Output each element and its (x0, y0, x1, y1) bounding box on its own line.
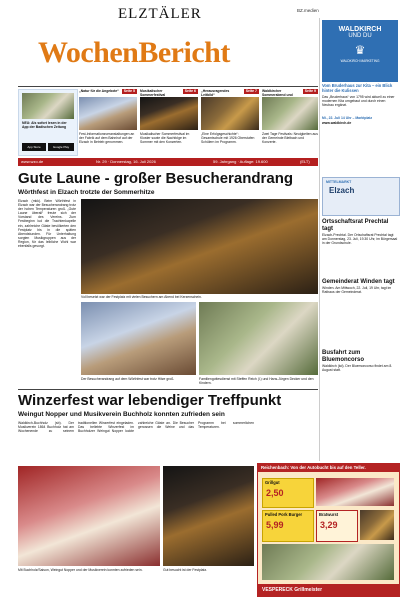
issue-number: Nr. 29 · Donnerstag, 16. Juli 2026 (96, 159, 156, 164)
elzach-label: MITTELMARKT (326, 180, 352, 184)
issue-code: (ELT) (300, 159, 310, 164)
sidebar-article-1-title: Ortsschaftsrat Prechtal tagt (322, 219, 389, 232)
sidebar-promo-body: Das „Bruderhaus“ von 1795 wird aktuell zu einer modernen Kita umgebaut und durch einen Neubau ergänzt. (322, 95, 395, 108)
teaser-3-title: „Herausragendes Leitbild“ (201, 89, 230, 98)
waldkirch-ad[interactable] (322, 20, 398, 82)
ad-photo-3 (262, 544, 394, 580)
lead-photo-main (81, 199, 318, 294)
waldkirch-logo-icon: ♛ (354, 43, 366, 57)
teaser-2-caption: Musikalischer Sommerfestival im Kloster sowie die Nachfolge im Sommer mit den Konzerten. (140, 132, 190, 145)
elzach-box (322, 177, 400, 216)
wine-caption-2: Gut besucht ist der Festplatz. (163, 568, 208, 572)
teaser-4[interactable] (262, 89, 318, 154)
wine-caption-1: Mit Buchholz/Saison, Weingut Nopper und der Musikverein konnten zufrieden sein. (18, 568, 143, 572)
lead-caption-1: Voll besetzt war der Festplatz mit vielen Besuchern am Abend bei Kerzenschein. (81, 295, 202, 299)
teaser-2-tag: Seite 6 (184, 89, 196, 93)
lead-photo-3 (199, 302, 318, 375)
lead-caption-2: Der Besucherandrang auf dem Wörthfest war trotz Hitze groß. (81, 377, 175, 381)
sidebar-article-1 (322, 219, 398, 245)
sidebar-promo-date: Mi., 22. Juli 14 Uhr – Marktplatz (322, 116, 373, 120)
ad-footer: VESPERECK Grillmeister (258, 584, 400, 596)
wine-body (18, 421, 254, 463)
app-promo[interactable] (18, 89, 78, 156)
lead-caption-3: Familiengottesdienst mit Steffen Reich (l.) und Hans-Jürgen Decker und den Kindern. (199, 377, 314, 386)
ad-title: Reichenbach: Von der Autobucht bis auf den Teller. (258, 464, 399, 472)
google-play-badge[interactable]: Google Play (48, 143, 74, 151)
ad-price-2: 5,99 (266, 519, 284, 530)
teaser-4-title: Waldkircher Sommerabend und (262, 89, 293, 98)
teaser-1-caption: Fest-Informationsveranstaltungen an der Fabrik auf dem Bahnhof auf der Elzach in Betrieb genommen. (79, 132, 135, 145)
wine-headline: Winzerfest war lebendiger Treffpunkt (18, 392, 282, 409)
wine-photo-1 (18, 466, 160, 566)
issue-year: 59. Jahrgang · Auflage: 19.600 (213, 159, 268, 164)
teaser-4-caption: Zwei Tage Festivals: Neuigkeiten aus der Gemeinde Bleibach und Konzerte. (262, 132, 318, 145)
ad-item-2-label: Pulled Pork Burger (265, 512, 303, 517)
app-promo-title: NEU: Als sofort lesen in der App der Badischen Zeitung (22, 121, 67, 130)
ad-item-3 (316, 510, 358, 542)
issue-site[interactable]: www.wzo.de (21, 159, 44, 164)
sidebar-article-1-body: Elzach-Prechtal. Der Ortschaftsrat Prechtal tagt am Donnerstag, 23. Juli, 19.30 Uhr, im Bürgersaal in der Grundschule. (322, 233, 398, 246)
wine-photo-2 (163, 466, 254, 566)
teaser-3-caption: „Eine Erfolgsgeschichte“: Gesamtschule mit 1926 Oberstufen Schülern im Programm. (201, 132, 255, 145)
sidebar-article-2-body: Winden. Am Mittwoch, 22. Juli, 19 Uhr, tagt im Rathaus der Gemeinderat. (322, 286, 392, 295)
lead-photo-2 (81, 302, 196, 375)
masthead-badge: BZ.medien (297, 8, 319, 13)
teaser-3-tag: Seite 7 (245, 89, 257, 93)
app-store-badge[interactable]: App Store (22, 143, 46, 151)
masthead-title: WochenBericht (38, 36, 230, 69)
ad-item-1 (262, 478, 314, 508)
sidebar-article-3 (322, 350, 398, 372)
teaser-1-title: „Natur für die Angebote“ (79, 89, 119, 93)
sidebar-article-3-title: Busfahrt zum Bluemoncorso (322, 350, 365, 363)
wine-subhead: Weingut Nopper und Musikverein Buchholz konnten zufrieden sein (18, 411, 225, 418)
lead-headline: Gute Laune - großer Besucherandrang (18, 170, 294, 187)
teaser-2[interactable] (140, 89, 198, 154)
teaser-3[interactable] (201, 89, 259, 154)
lead-body-text: Elzach (mkk). Beim Wörthfest in Elzach war der Besucherandrang trotz der hohen Temperaturen groß. „Gute Laune überall“ freute sich der Vorstand des Vereins. Zum Festbeginn lud die Trachtenkapelle ein, zahlreiche Gäste bevölkerten den Festplatz bis in die späten Abendstunden. Für Unterhaltung sorgten Musikgruppen aus der Region, für das leibliche Wohl war ebenfalls gesorgt. (18, 199, 76, 249)
sidebar-promo-url[interactable]: www.waldkirch.de (322, 121, 352, 125)
sidebar-article-2-title: Gemeinderat Winden tagt (322, 279, 395, 285)
sidebar-article-3-body: Waldkirch (kd). Der Bluemoncorso findet am 8. August statt. (322, 364, 393, 373)
teaser-2-title: Musikalischer Sommerfestival (140, 89, 166, 98)
ad-price-3: 3,29 (320, 519, 338, 530)
issue-bar (18, 158, 318, 166)
reichenbach-ad[interactable] (257, 463, 400, 597)
ad-item-2 (262, 510, 314, 542)
elzach-name: Elzach (329, 186, 355, 195)
ad-photo-2 (360, 510, 394, 540)
masthead-line1: ELZTÄLER (118, 6, 202, 22)
lead-body (18, 199, 76, 379)
ad-item-1-label: Grillgut (265, 480, 280, 485)
ad-price-1: 2,50 (266, 487, 284, 498)
sidebar-promo-title: Vom Bruderhaus zur Kita – ein Blick hinter die Kulissen (322, 83, 393, 93)
ad-photo (316, 478, 394, 506)
sidebar-article-2 (322, 279, 398, 294)
teaser-4-tag: Seite 9 (304, 89, 316, 93)
waldkirch-brand-3: WALDKIRCH MARKETING (340, 59, 380, 63)
lead-subhead: Wörthfest in Elzach trotzte der Sommerhitze (18, 189, 155, 196)
waldkirch-brand-2: UND DU (348, 33, 372, 39)
ad-item-3-label: Bratwurst (319, 512, 339, 517)
wine-body-text: Waldkirch-Buchholz (sb). Der Musikverein 1864 Buchholz hat am Wochenende zu seinem traditionellen Winzerfest eingeladen. Das beliebte Winzerfest im Buchholzer Weingut Nopper lockte zahlreiche Gäste an. Die Besucher genossen die Weine und das Programm bei sommerlichen Temperaturen. (18, 421, 254, 434)
teaser-1[interactable] (79, 89, 137, 154)
teaser-1-tag: Seite 5 (123, 89, 135, 93)
waldkirch-brand: WALDKIRCH (338, 26, 382, 33)
